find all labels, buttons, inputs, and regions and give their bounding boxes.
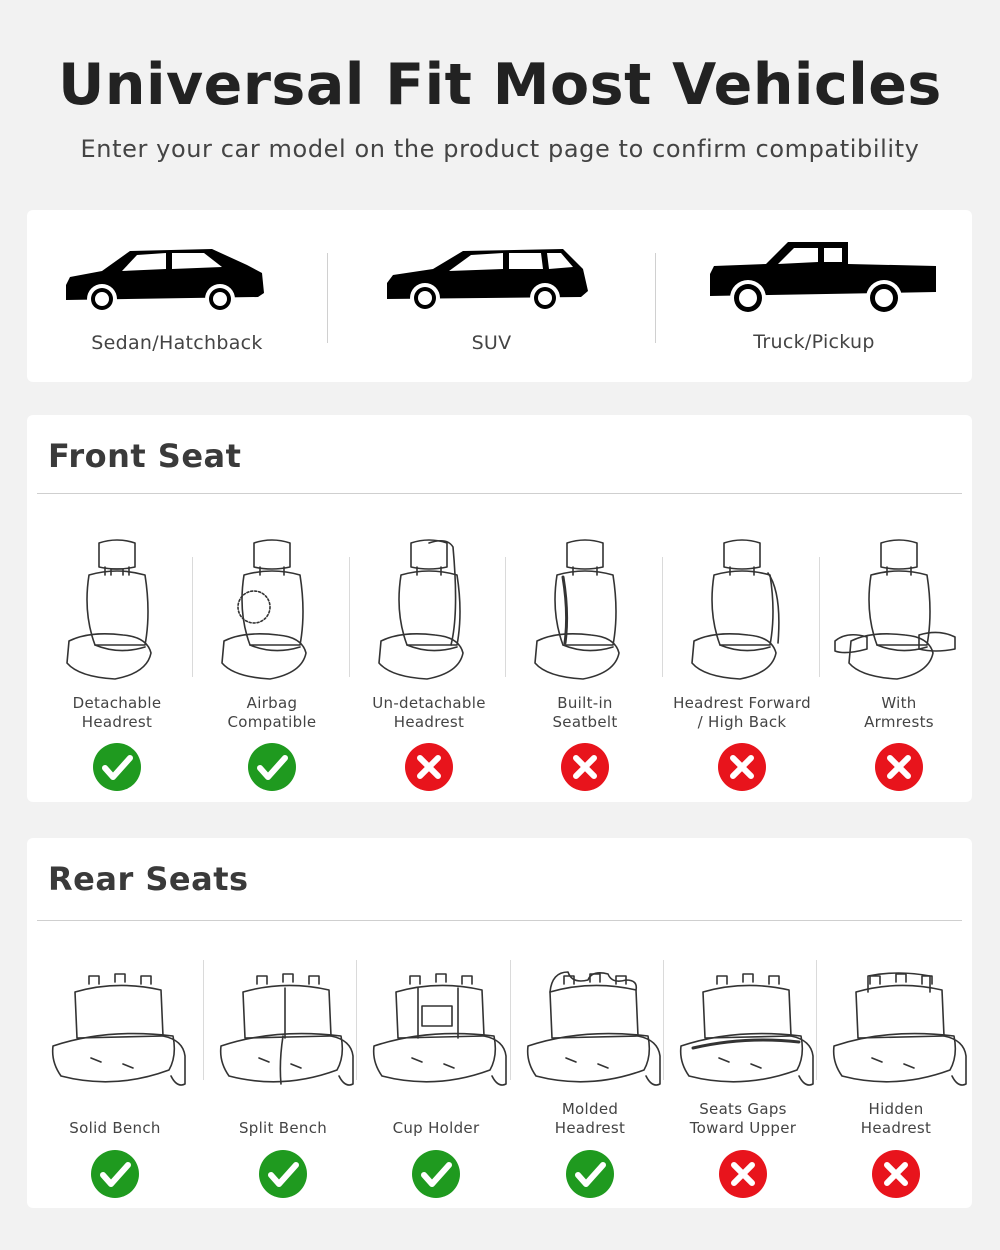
rear_seats-item	[818, 838, 974, 1208]
rear_seats-item	[358, 838, 514, 1208]
page-title: Universal Fit Most Vehicles	[58, 52, 942, 118]
front-seat-card	[27, 415, 972, 802]
cross-icon	[872, 1150, 920, 1198]
vehicle-truck	[656, 210, 972, 382]
item-label-line2: Armrests	[864, 713, 934, 731]
front_seat-item	[821, 415, 977, 802]
rear_seats-item	[512, 838, 668, 1208]
vehicle-label-suv: SUV	[471, 332, 512, 354]
fixed-headrest-seat-icon	[351, 533, 507, 687]
item-label-line1	[358, 1100, 514, 1119]
check-icon	[259, 1150, 307, 1198]
armrest-seat-icon	[821, 533, 977, 687]
front_seat-item	[351, 415, 507, 802]
vehicle-suv	[328, 210, 655, 382]
section-title-rear-seats: Rear Seats	[48, 860, 249, 898]
item-label-line1: Detachable	[72, 694, 162, 712]
vehicle-types-card	[27, 210, 972, 382]
sedan-icon	[62, 245, 267, 325]
item-label-line1	[37, 1100, 193, 1119]
item-separator	[819, 557, 820, 677]
check-icon	[566, 1150, 614, 1198]
item-separator	[349, 557, 350, 677]
item-label-line1: With	[881, 694, 917, 712]
item-label-line2: Cup Holder	[392, 1119, 480, 1137]
seat-gap-bench-icon	[665, 966, 821, 1100]
check-icon	[91, 1150, 139, 1198]
cross-icon	[718, 743, 766, 791]
front_seat-item	[507, 415, 663, 802]
molded-headrest-bench-icon	[512, 966, 668, 1100]
item-label-line2: Split Bench	[238, 1119, 328, 1137]
item-label	[665, 1100, 821, 1138]
hidden-headrest-bench-icon	[818, 966, 974, 1100]
item-separator	[510, 960, 511, 1080]
item-label-line1: Headrest Forward	[673, 694, 811, 712]
item-label	[664, 694, 820, 732]
split-bench-icon	[205, 966, 361, 1100]
cup-holder-bench-icon	[358, 966, 514, 1100]
cross-icon	[719, 1150, 767, 1198]
item-separator	[192, 557, 193, 677]
item-separator	[505, 557, 506, 677]
item-label-line1	[205, 1100, 361, 1119]
item-label	[37, 1100, 193, 1138]
item-separator	[203, 960, 204, 1080]
front_seat-item	[194, 415, 350, 802]
item-label-line2: Headrest	[554, 1119, 626, 1137]
item-label	[512, 1100, 668, 1138]
item-label-line2: Compatible	[227, 713, 317, 731]
item-label-line2: Headrest	[860, 1119, 932, 1137]
item-label-line1: Hidden	[868, 1100, 924, 1118]
rear_seats-item	[665, 838, 821, 1208]
item-separator	[356, 960, 357, 1080]
check-icon	[93, 743, 141, 791]
vehicle-label-sedan: Sedan/Hatchback	[91, 332, 263, 354]
item-label-line1: Molded	[561, 1100, 619, 1118]
check-icon	[412, 1150, 460, 1198]
item-label	[507, 694, 663, 732]
item-label-line2: / High Back	[697, 713, 787, 731]
item-label	[39, 694, 195, 732]
item-label	[194, 694, 350, 732]
section-title-front-seat: Front Seat	[48, 437, 242, 475]
item-label	[818, 1100, 974, 1138]
cross-icon	[405, 743, 453, 791]
rear_seats-item	[205, 838, 361, 1208]
item-label-line1: Seats Gaps	[699, 1100, 787, 1118]
pickup-truck-icon	[708, 238, 938, 323]
item-label	[821, 694, 977, 732]
item-separator	[663, 960, 664, 1080]
seatbelt-seat-icon	[507, 533, 663, 687]
cross-icon	[875, 743, 923, 791]
solid-bench-icon	[37, 966, 193, 1100]
rear-seats-card	[27, 838, 972, 1208]
rear_seats-item	[37, 838, 193, 1208]
item-label-line2: Toward Upper	[689, 1119, 797, 1137]
front_seat-item	[39, 415, 195, 802]
item-label-line1: Built-in	[557, 694, 613, 712]
item-label	[205, 1100, 361, 1138]
detachable-headrest-seat-icon	[39, 533, 195, 687]
item-separator	[816, 960, 817, 1080]
item-label-line2: Headrest	[81, 713, 153, 731]
high-back-seat-icon	[664, 533, 820, 687]
vehicle-sedan	[27, 210, 327, 382]
item-label-line2: Headrest	[393, 713, 465, 731]
item-separator	[662, 557, 663, 677]
item-label	[351, 694, 507, 732]
cross-icon	[561, 743, 609, 791]
page-subtitle: Enter your car model on the product page to confirm compatibility	[80, 135, 920, 163]
front_seat-item	[664, 415, 820, 802]
check-icon	[248, 743, 296, 791]
suv-icon	[383, 245, 593, 325]
item-label-line1: Airbag	[246, 694, 298, 712]
item-label-line1: Un-detachable	[372, 694, 486, 712]
item-label-line2: Solid Bench	[69, 1119, 161, 1137]
item-label	[358, 1100, 514, 1138]
airbag-seat-icon	[194, 533, 350, 687]
item-label-line2: Seatbelt	[552, 713, 618, 731]
vehicle-label-truck: Truck/Pickup	[753, 331, 875, 353]
